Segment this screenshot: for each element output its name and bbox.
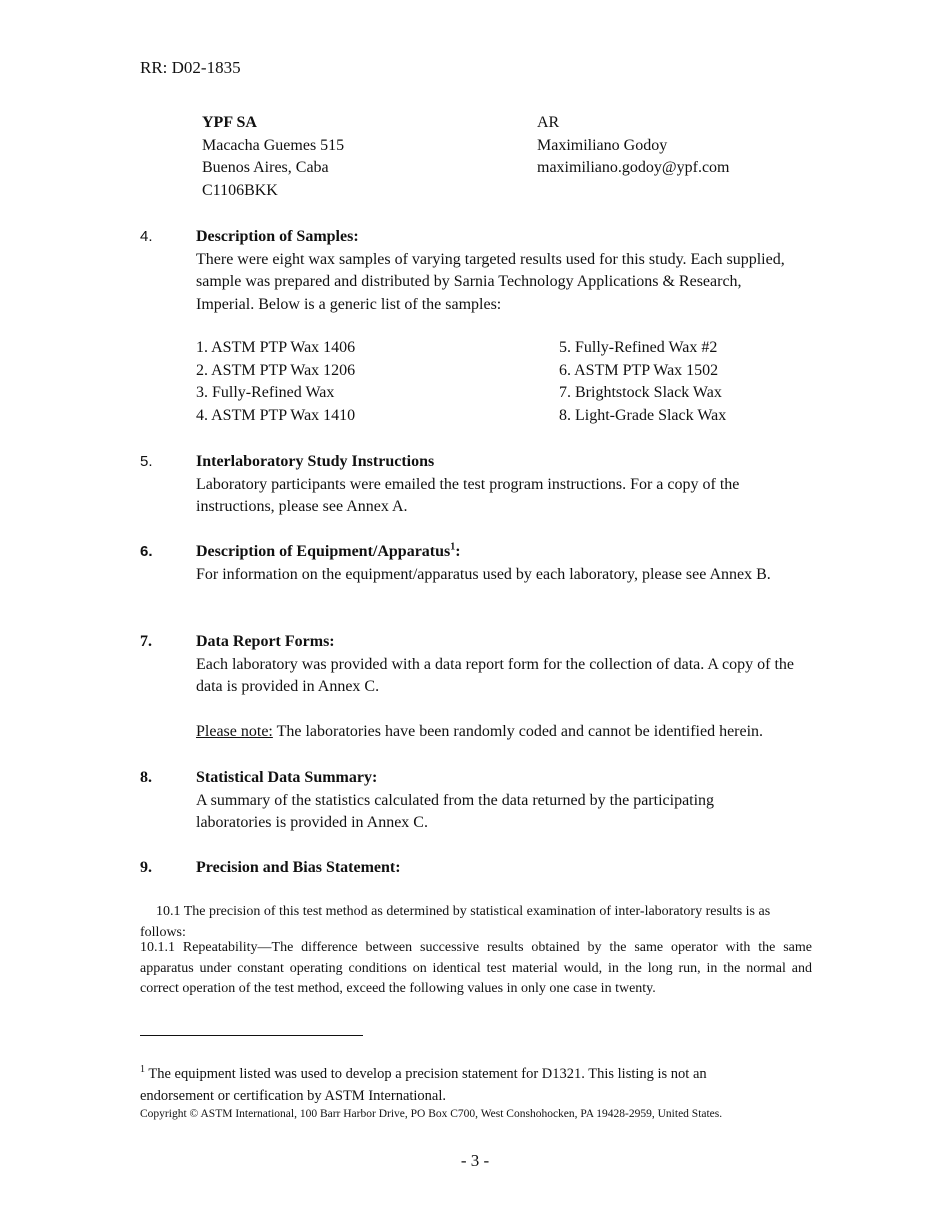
street-address: Macacha Guemes 515	[202, 136, 345, 154]
section-4-text: There were eight wax samples of varying targeted results used for this study. Each supplied, sample was prepared and distributed by Sarnia Technology Applications & Research, Imperial. Below is a generic list of the samples:	[196, 250, 785, 313]
section-6-number: 6.	[140, 543, 153, 560]
section-5-number: 5.	[140, 453, 153, 470]
footnote-marker: 1	[140, 1064, 145, 1076]
section-4-heading: Description of Samples:	[196, 228, 359, 245]
section-6-heading	[196, 541, 816, 564]
sample-item: 3. Fully-Refined Wax	[196, 384, 335, 401]
report-id: RR: D02-1835	[140, 58, 241, 77]
copyright-notice: Copyright © ASTM International, 100 Barr Harbor Drive, PO Box C700, West Conshohocken, PA 19428-2959, United States.	[140, 1108, 723, 1120]
sample-item: 4. ASTM PTP Wax 1410	[196, 406, 356, 424]
section-4-number: 4.	[140, 228, 153, 245]
note-text: The laboratories have been randomly coded and cannot be identified herein.	[272, 723, 764, 740]
section-6-heading-text: Description of Equipment/Apparatus	[196, 543, 451, 560]
company-name: YPF SA	[202, 114, 257, 131]
section-8-heading: Statistical Data Summary:	[196, 769, 378, 786]
footnote-text: The equipment listed was used to develop a precision statement for D1321. This listing is not an endorsement or certification by ASTM International.	[140, 1066, 707, 1104]
country-code: AR	[537, 114, 560, 131]
footnote-ref: 1	[450, 541, 456, 553]
footnote	[140, 1064, 780, 1107]
sample-item: 2. ASTM PTP Wax 1206	[196, 361, 356, 379]
precision-paragraph: 10.1 The precision of this test method as determined by statistical examination of inter-laboratory results is as follows:	[140, 904, 771, 940]
section-9-number: 9.	[140, 859, 152, 876]
samples-list-right	[559, 337, 726, 427]
sample-item: 1. ASTM PTP Wax 1406	[196, 339, 356, 356]
participant-contact	[537, 112, 729, 180]
section-7	[196, 631, 816, 699]
section-8-text: A summary of the statistics calculated from the data returned by the participating laboratories is provided in Annex C.	[196, 791, 715, 831]
postal-code: C1106BKK	[202, 181, 278, 199]
section-4	[196, 226, 816, 316]
section-8-number: 8.	[140, 769, 152, 786]
section-6-text: For information on the equipment/apparatus used by each laboratory, please see Annex B.	[196, 565, 771, 583]
footnote-separator	[140, 1035, 363, 1036]
city: Buenos Aires, Caba	[202, 159, 329, 176]
section-7-heading: Data Report Forms:	[196, 633, 335, 650]
sample-item: 6. ASTM PTP Wax 1502	[559, 361, 719, 379]
repeatability-paragraph: 10.1.1 Repeatability—The difference between successive results obtained by the same operator with the same apparatus under constant operating conditions on identical test material would, in the long run, in the normal and correct operation of the test method, exceed the following values in only one case in twenty.	[140, 940, 812, 996]
sample-item: 7. Brightstock Slack Wax	[559, 384, 722, 401]
contact-email: maximiliano.godoy@ypf.com	[537, 159, 730, 176]
contact-name: Maximiliano Godoy	[537, 136, 668, 154]
sample-item: 8. Light-Grade Slack Wax	[559, 406, 727, 424]
section-5-heading: Interlaboratory Study Instructions	[196, 453, 435, 470]
section-9-heading: Precision and Bias Statement:	[196, 859, 401, 876]
section-6-heading-suffix: :	[455, 543, 461, 560]
samples-list-left	[196, 337, 355, 427]
section-7-number: 7.	[140, 633, 152, 650]
section-6	[196, 541, 816, 586]
section-5	[196, 451, 816, 519]
participant-address	[202, 112, 344, 202]
section-5-text: Laboratory participants were emailed the test program instructions. For a copy of the instructions, please see Annex A.	[196, 475, 740, 515]
page-number: - 3 -	[460, 1151, 490, 1170]
note-label: Please note:	[196, 723, 273, 740]
section-7-text: Each laboratory was provided with a data report form for the collection of data. A copy of the data is provided in Annex C.	[196, 655, 795, 695]
sample-item: 5. Fully-Refined Wax #2	[559, 339, 718, 356]
section-8	[196, 767, 816, 835]
section-7-note	[196, 721, 816, 744]
